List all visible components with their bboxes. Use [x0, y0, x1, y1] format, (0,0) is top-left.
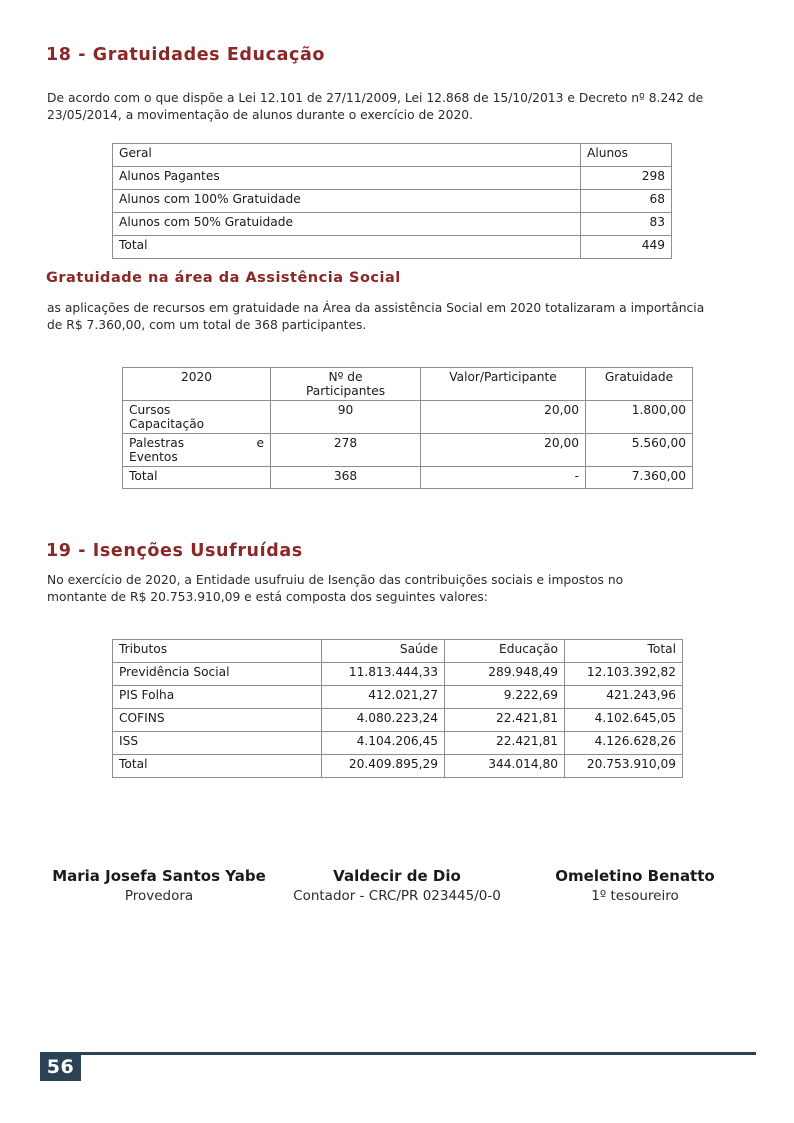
table-total-row	[123, 467, 693, 489]
row-tributo: Previdência Social	[113, 663, 322, 686]
table-total-row	[113, 236, 672, 259]
signature-name: Maria Josefa Santos Yabe	[52, 867, 266, 885]
row-participantes: 278	[271, 434, 421, 467]
header-educacao: Educação	[445, 640, 565, 663]
row-saude: 412.021,27	[322, 686, 445, 709]
total-gratuidade: 7.360,00	[586, 467, 693, 489]
row-saude: 11.813.444,33	[322, 663, 445, 686]
row-value: 298	[581, 167, 672, 190]
row-label-line1: Cursos	[129, 403, 171, 417]
row-value: 68	[581, 190, 672, 213]
table-header-row	[123, 368, 693, 401]
header-participantes-line2: Participantes	[305, 384, 386, 398]
section-18-heading: 18 - Gratuidades Educação	[46, 45, 325, 65]
table-row	[113, 167, 672, 190]
row-total: 421.243,96	[565, 686, 683, 709]
row-gratuidade: 1.800,00	[586, 401, 693, 434]
row-valor: 20,00	[421, 401, 586, 434]
header-saude: Saúde	[322, 640, 445, 663]
table-row	[113, 190, 672, 213]
row-tributo: PIS Folha	[113, 686, 322, 709]
header-alunos: Alunos	[581, 144, 672, 167]
header-valor-participante: Valor/Participante	[421, 368, 586, 401]
table-row	[113, 663, 683, 686]
row-gratuidade: 5.560,00	[586, 434, 693, 467]
row-label: Alunos Pagantes	[113, 167, 581, 190]
row-educacao: 22.421,81	[445, 732, 565, 755]
row-total: 12.103.392,82	[565, 663, 683, 686]
signature-block	[40, 866, 754, 906]
header-ano: 2020	[123, 368, 271, 401]
header-gratuidade: Gratuidade	[586, 368, 693, 401]
section-18-paragraph: De acordo com o que dispõe a Lei 12.101 de 27/11/2009, Lei 12.868 de 15/10/2013 e Decreto nº 8.242 de 23/05/2014, a movimentação de alunos durante o exercício de 2020.	[47, 91, 704, 122]
total-label: Total	[123, 467, 271, 489]
footer-divider	[40, 1052, 756, 1055]
total-participantes: 368	[271, 467, 421, 489]
row-educacao: 289.948,49	[445, 663, 565, 686]
total-valor: -	[421, 467, 586, 489]
table-row	[113, 213, 672, 236]
section-19-paragraph: No exercício de 2020, a Entidade usufruiu de Isenção das contribuições sociais e impostos no montante de R$ 20.753.910,09 e está composta dos seguintes valores:	[47, 573, 624, 604]
assistencia-social-heading: Gratuidade na área da Assistência Social	[46, 270, 401, 286]
table-total-row	[113, 755, 683, 778]
table-row	[113, 686, 683, 709]
header-total: Total	[565, 640, 683, 663]
table-row	[113, 732, 683, 755]
header-geral: Geral	[113, 144, 581, 167]
signature-name: Omeletino Benatto	[555, 867, 715, 885]
gratuidade-table	[122, 367, 693, 489]
signature-contador	[278, 866, 516, 906]
signature-role: Contador - CRC/PR 023445/0-0	[293, 888, 501, 904]
table-row	[113, 709, 683, 732]
row-valor: 20,00	[421, 434, 586, 467]
row-educacao: 22.421,81	[445, 709, 565, 732]
total-saude: 20.409.895,29	[322, 755, 445, 778]
header-tributos: Tributos	[113, 640, 322, 663]
row-saude: 4.104.206,45	[322, 732, 445, 755]
signature-role: 1º tesoureiro	[591, 888, 679, 904]
table-header-row	[113, 640, 683, 663]
row-label-line1: Palestras e	[129, 436, 264, 450]
total-educacao: 344.014,80	[445, 755, 565, 778]
row-label	[123, 401, 271, 434]
row-tributo: COFINS	[113, 709, 322, 732]
header-participantes-line1: Nº de	[328, 370, 363, 384]
row-label	[123, 434, 271, 467]
row-total: 4.126.628,26	[565, 732, 683, 755]
row-participantes: 90	[271, 401, 421, 434]
signature-provedora	[40, 866, 278, 906]
table-row	[123, 434, 693, 467]
signature-tesoureiro	[516, 866, 754, 906]
total-label: Total	[113, 236, 581, 259]
alunos-table	[112, 143, 672, 259]
total-value: 449	[581, 236, 672, 259]
signature-role: Provedora	[124, 888, 194, 904]
row-value: 83	[581, 213, 672, 236]
total-label: Total	[113, 755, 322, 778]
signature-name: Valdecir de Dio	[333, 867, 461, 885]
row-label: Alunos com 50% Gratuidade	[113, 213, 581, 236]
row-label: Alunos com 100% Gratuidade	[113, 190, 581, 213]
header-participantes	[271, 368, 421, 401]
table-header-row	[113, 144, 672, 167]
assistencia-social-paragraph: as aplicações de recursos em gratuidade na Área da assistência Social em 2020 totalizaram a importância de R$ 7.360,00, com um total de 368 participantes.	[47, 301, 705, 332]
row-total: 4.102.645,05	[565, 709, 683, 732]
row-tributo: ISS	[113, 732, 322, 755]
page-number: 56	[40, 1052, 81, 1081]
row-label-line2: Capacitação	[129, 417, 205, 431]
row-saude: 4.080.223,24	[322, 709, 445, 732]
row-educacao: 9.222,69	[445, 686, 565, 709]
section-19-heading: 19 - Isenções Usufruídas	[46, 541, 303, 561]
table-row	[123, 401, 693, 434]
row-label-line2: Eventos	[129, 450, 178, 464]
tributos-table	[112, 639, 683, 778]
total-total: 20.753.910,09	[565, 755, 683, 778]
